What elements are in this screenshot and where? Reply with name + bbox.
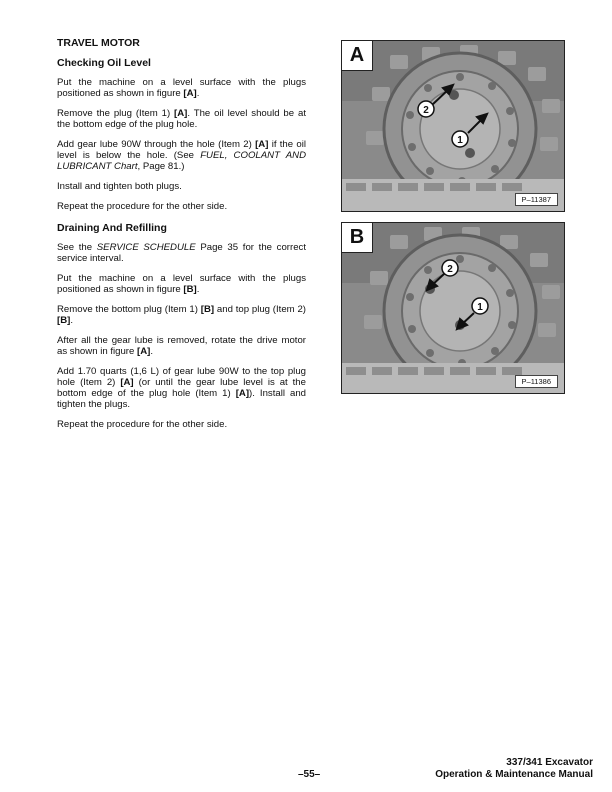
- section-title: TRAVEL MOTOR: [57, 37, 140, 49]
- figure-code: P–11386: [515, 375, 558, 388]
- paragraph: Remove the plug (Item 1) [A]. The oil level should be at the bottom edge of the plug hole.: [57, 108, 306, 130]
- page-number: –55–: [298, 769, 321, 780]
- paragraph: Remove the bottom plug (Item 1) [B] and top plug (Item 2) [B].: [57, 304, 306, 326]
- paragraph: After all the gear lube is removed, rotate the drive motor as shown in figure [A].: [57, 335, 306, 357]
- manual-name: Operation & Maintenance Manual: [435, 769, 593, 780]
- travel-motor-illustration: [342, 223, 564, 393]
- figure-letter: B: [342, 223, 373, 253]
- figure-a-travel-motor-photo: [341, 40, 565, 212]
- figure-b-travel-motor-photo: [341, 222, 565, 394]
- paragraph: Repeat the procedure for the other side.: [57, 419, 228, 430]
- manual-title: [435, 757, 593, 781]
- heading-checking-oil-level: Checking Oil Level: [57, 57, 151, 69]
- paragraph: Add gear lube 90W through the hole (Item 2) [A] if the oil level is below the hole. (See FUEL, COOLANT AND LUBRICANT Chart, Page 81.): [57, 139, 307, 172]
- paragraph: Repeat the procedure for the other side.: [57, 201, 228, 212]
- callout-label: 2: [447, 264, 453, 275]
- figure-code: P–11387: [515, 193, 558, 206]
- callout-label: 1: [477, 302, 483, 313]
- callout-label: 2: [423, 105, 429, 116]
- paragraph: Install and tighten both plugs.: [57, 181, 182, 192]
- callout-label: 1: [457, 135, 463, 146]
- paragraph: Add 1.70 quarts (1,6 L) of gear lube 90W to the top plug hole (Item 2) [A] (or until the gear lube level is at the bottom edge of the plug hole (Item 1) [A]). Install and tighten the plugs.: [57, 366, 306, 410]
- figure-letter: A: [342, 41, 373, 71]
- model-name: 337/341 Excavator: [506, 757, 593, 768]
- travel-motor-illustration: [342, 41, 564, 211]
- paragraph: Put the machine on a level surface with the plugs positioned as shown in figure [B].: [57, 273, 306, 295]
- heading-draining-and-refilling: Draining And Refilling: [57, 222, 167, 234]
- paragraph: Put the machine on a level surface with the plugs positioned as shown in figure [A].: [57, 77, 306, 99]
- paragraph: See the SERVICE SCHEDULE Page 35 for the correct service interval.: [57, 242, 306, 264]
- text-column: [57, 38, 306, 439]
